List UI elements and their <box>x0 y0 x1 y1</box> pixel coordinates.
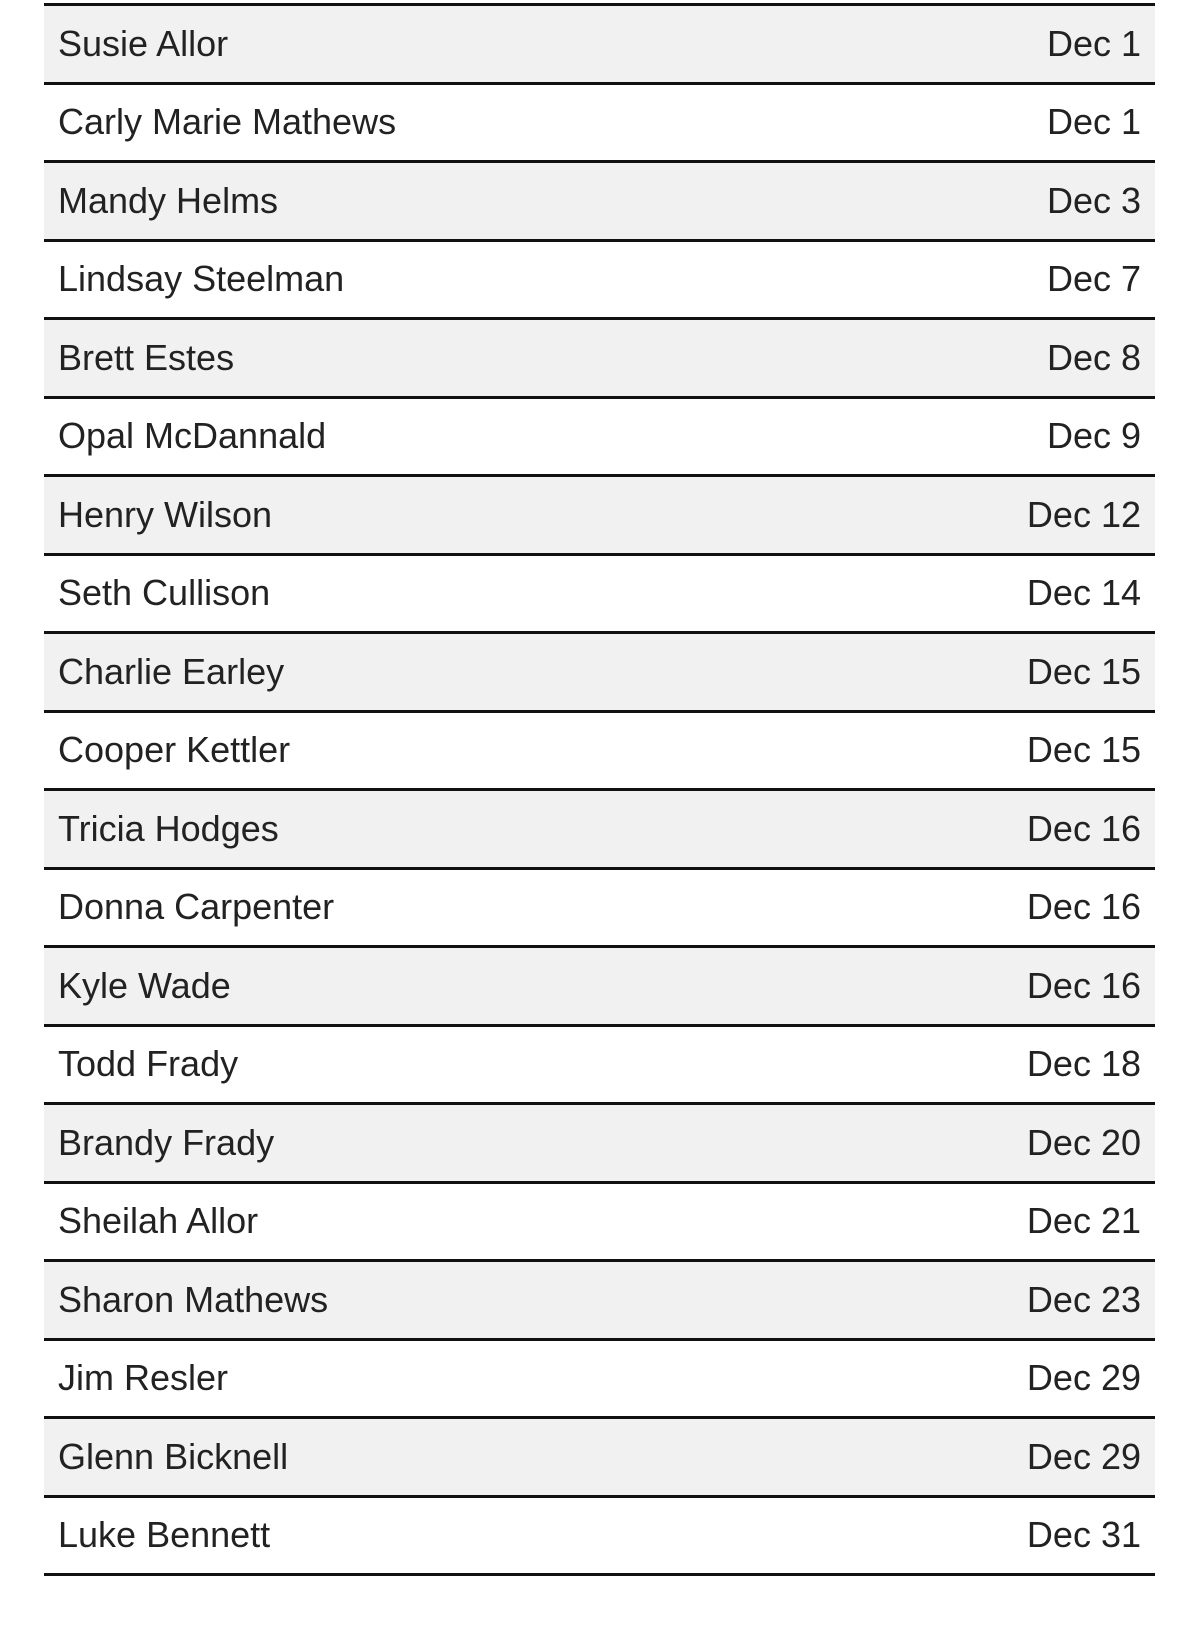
table-row <box>44 1262 1155 1341</box>
row-name: Kyle Wade <box>58 964 231 1006</box>
table-row <box>44 870 1155 949</box>
row-name: Sharon Mathews <box>58 1278 329 1320</box>
row-date: Dec 1 <box>1046 101 1141 143</box>
table-row <box>44 1184 1155 1263</box>
table-row <box>44 320 1155 399</box>
row-date: Dec 16 <box>1026 807 1141 849</box>
row-name: Mandy Helms <box>58 179 279 221</box>
table-row <box>44 1105 1155 1184</box>
row-name: Glenn Bicknell <box>58 1435 289 1477</box>
table-row <box>44 948 1155 1027</box>
row-name: Charlie Earley <box>58 650 285 692</box>
row-date: Dec 16 <box>1026 886 1141 928</box>
table-row <box>44 85 1155 164</box>
row-date: Dec 20 <box>1026 1121 1141 1163</box>
row-name: Jim Resler <box>58 1357 229 1399</box>
row-name: Henry Wilson <box>58 493 273 535</box>
row-date: Dec 15 <box>1026 650 1141 692</box>
row-date: Dec 15 <box>1026 729 1141 771</box>
row-name: Tricia Hodges <box>58 807 279 849</box>
table-row <box>44 791 1155 870</box>
row-date: Dec 31 <box>1026 1514 1141 1556</box>
table-row <box>44 163 1155 242</box>
row-name: Brandy Frady <box>58 1121 275 1163</box>
table-row <box>44 6 1155 85</box>
row-name: Donna Carpenter <box>58 886 335 928</box>
table-row <box>44 1498 1155 1577</box>
row-date: Dec 7 <box>1046 258 1141 300</box>
row-name: Lindsay Steelman <box>58 258 345 300</box>
table-row <box>44 242 1155 321</box>
row-name: Cooper Kettler <box>58 729 291 771</box>
table-row <box>44 713 1155 792</box>
row-name: Todd Frady <box>58 1043 239 1085</box>
birthday-table <box>44 3 1155 1576</box>
row-date: Dec 14 <box>1026 572 1141 614</box>
row-date: Dec 18 <box>1026 1043 1141 1085</box>
row-date: Dec 12 <box>1026 493 1141 535</box>
row-name: Carly Marie Mathews <box>58 101 397 143</box>
row-date: Dec 8 <box>1046 336 1141 378</box>
row-name: Sheilah Allor <box>58 1200 259 1242</box>
row-date: Dec 9 <box>1046 415 1141 457</box>
table-row <box>44 1027 1155 1106</box>
table-row <box>44 399 1155 478</box>
row-name: Seth Cullison <box>58 572 271 614</box>
row-date: Dec 21 <box>1026 1200 1141 1242</box>
row-name: Opal McDannald <box>58 415 327 457</box>
row-date: Dec 1 <box>1046 22 1141 64</box>
row-date: Dec 16 <box>1026 964 1141 1006</box>
table-row <box>44 1419 1155 1498</box>
table-row <box>44 477 1155 556</box>
row-name: Brett Estes <box>58 336 235 378</box>
row-name: Luke Bennett <box>58 1514 271 1556</box>
table-row <box>44 556 1155 635</box>
row-name: Susie Allor <box>58 22 229 64</box>
table-row <box>44 1341 1155 1420</box>
row-date: Dec 3 <box>1046 179 1141 221</box>
row-date: Dec 29 <box>1026 1357 1141 1399</box>
table-row <box>44 634 1155 713</box>
row-date: Dec 29 <box>1026 1435 1141 1477</box>
row-date: Dec 23 <box>1026 1278 1141 1320</box>
